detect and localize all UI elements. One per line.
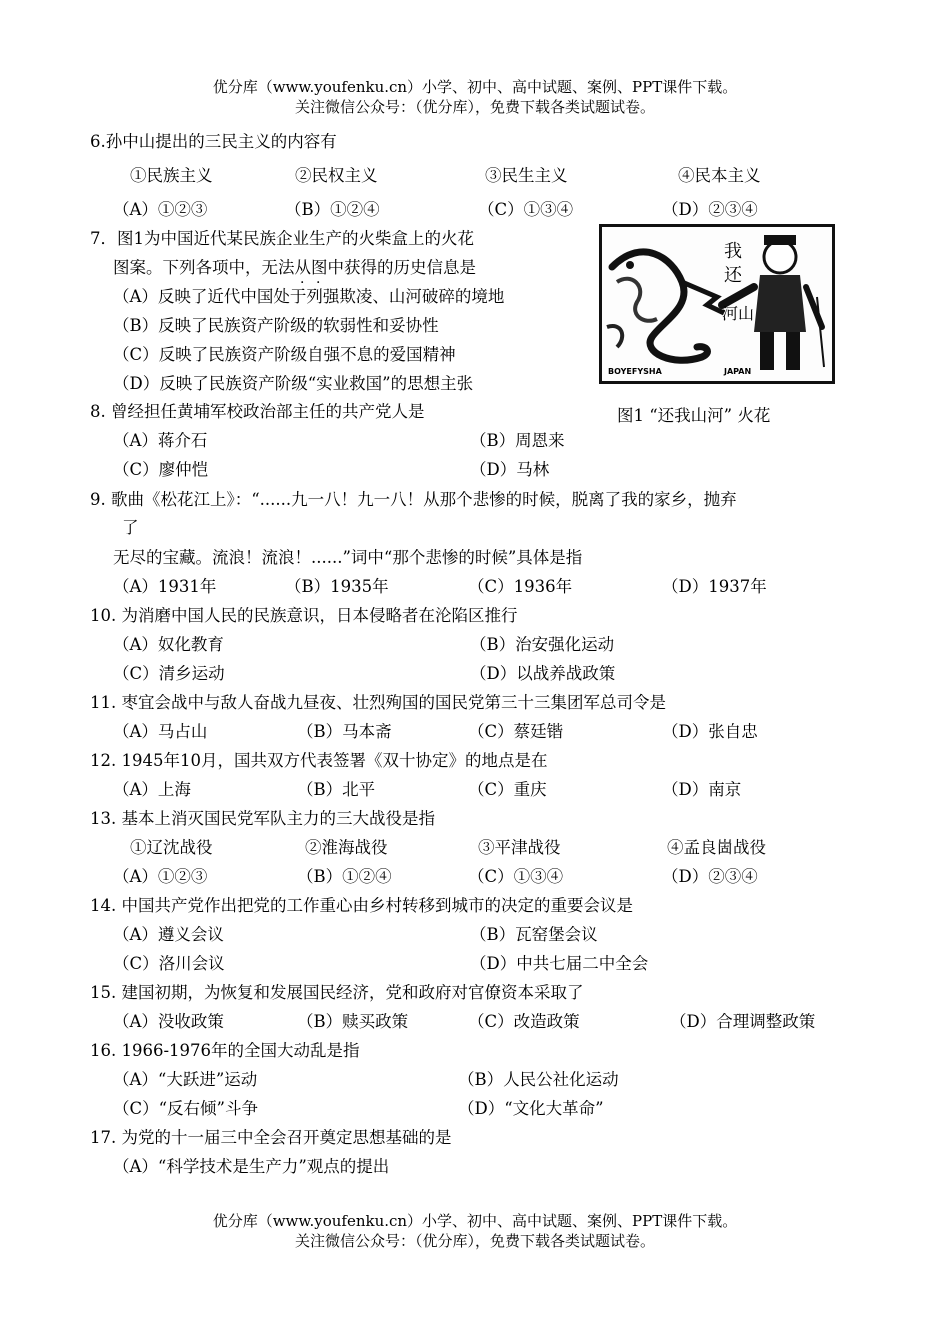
q9-stem-1b: 了 bbox=[122, 518, 139, 537]
q11-option-b: （B）马本斋 bbox=[297, 722, 392, 741]
q9-option-a: （A）1931年 bbox=[113, 577, 217, 596]
q6-item-3: ③民生主义 bbox=[485, 166, 568, 185]
q9-option-d: （D）1937年 bbox=[662, 577, 767, 596]
q16-stem: 16. 1966-1976年的全国大动乱是指 bbox=[90, 1041, 360, 1060]
q15-option-c: （C）改造政策 bbox=[468, 1012, 580, 1031]
q6-item-4: ④民本主义 bbox=[678, 166, 761, 185]
q16-option-d: （D）“文化大革命” bbox=[458, 1099, 604, 1118]
q7-option-a: （A）反映了近代中国处于列强欺凌、山河破碎的境地 bbox=[113, 287, 505, 306]
emphasis-dot: · bbox=[300, 275, 305, 291]
q16-option-b: （B）人民公社化运动 bbox=[458, 1070, 619, 1089]
q6-option-b: （B）①②④ bbox=[285, 200, 380, 219]
q17-option-a: （A）“科学技术是生产力”观点的提出 bbox=[113, 1157, 390, 1176]
q12-option-d: （D）南京 bbox=[662, 780, 742, 799]
q15-option-a: （A）没收政策 bbox=[113, 1012, 224, 1031]
q15-option-b: （B）赎买政策 bbox=[297, 1012, 409, 1031]
q6-item-1: ①民族主义 bbox=[130, 166, 213, 185]
q13-option-a: （A）①②③ bbox=[113, 867, 208, 886]
q10-option-b: （B）治安强化运动 bbox=[470, 635, 615, 654]
q8-option-b: （B）周恩来 bbox=[470, 431, 565, 450]
footer-line-2: 关注微信公众号：（优分库），免费下载各类试题试卷。 bbox=[294, 1232, 655, 1250]
q6-option-c: （C）①③④ bbox=[478, 200, 574, 219]
q15-option-d: （D）合理调整政策 bbox=[670, 1012, 816, 1031]
q7-stem-2: 图案。下列各项中，无法从图中获得的历史信息是 bbox=[113, 258, 476, 277]
q8-stem: 8. 曾经担任黄埔军校政治部主任的共产党人是 bbox=[90, 402, 425, 421]
q10-option-d: （D）以战养战政策 bbox=[470, 664, 616, 683]
q16-option-a: （A）“大跃进”运动 bbox=[113, 1070, 258, 1089]
q17-stem: 17. 为党的十一届三中全会召开奠定思想基础的是 bbox=[90, 1128, 452, 1147]
q9-option-c: （C）1936年 bbox=[468, 577, 573, 596]
q13-item-4: ④孟良崮战役 bbox=[667, 838, 766, 857]
q9-stem-2: 无尽的宝藏。流浪！流浪！......”词中“那个悲惨的时候”具体是指 bbox=[113, 548, 583, 567]
matchbox-label-image bbox=[602, 227, 832, 381]
q14-option-a: （A）遵义会议 bbox=[113, 925, 224, 944]
figure-text-mid: 河山 bbox=[722, 304, 755, 323]
q10-option-c: （C）清乡运动 bbox=[113, 664, 225, 683]
q13-option-c: （C）①③④ bbox=[468, 867, 564, 886]
q11-option-c: （C）蔡廷锴 bbox=[468, 722, 564, 741]
q8-option-d: （D）马林 bbox=[470, 460, 550, 479]
q10-stem: 10. 为消磨中国人民的民族意识，日本侵略者在沦陷区推行 bbox=[90, 606, 518, 625]
q14-stem: 14. 中国共产党作出把党的工作重心由乡村转移到城市的决定的重要会议是 bbox=[90, 896, 633, 915]
q12-option-c: （C）重庆 bbox=[468, 780, 547, 799]
q6-stem: 6.孙中山提出的三民主义的内容有 bbox=[90, 132, 337, 151]
q12-option-a: （A）上海 bbox=[113, 780, 191, 799]
q7-option-c: （C）反映了民族资产阶级自强不息的爱国精神 bbox=[113, 345, 456, 364]
q14-option-d: （D）中共七届二中全会 bbox=[470, 954, 649, 973]
q16-option-c: （C）“反右倾”斗争 bbox=[113, 1099, 258, 1118]
q9-stem-1: 9. 歌曲《松花江上》：“......九一八！九一八！从那个悲惨的时候，脱离了我的家乡，抛弃 bbox=[90, 490, 737, 509]
q11-option-d: （D）张自忠 bbox=[662, 722, 758, 741]
q6-option-a: （A）①②③ bbox=[113, 200, 208, 219]
q11-option-a: （A）马占山 bbox=[113, 722, 208, 741]
q14-option-c: （C）洛川会议 bbox=[113, 954, 225, 973]
q13-option-d: （D）②③④ bbox=[662, 867, 758, 886]
q13-item-2: ②淮海战役 bbox=[305, 838, 388, 857]
figure-text-top: 我还 bbox=[721, 241, 742, 289]
q12-option-b: （B）北平 bbox=[297, 780, 376, 799]
q8-option-c: （C）廖仲恺 bbox=[113, 460, 209, 479]
footer-line-1: 优分库（www.youfenku.cn）小学、初中、高中试题、案例、PPT课件下载。 bbox=[212, 1212, 738, 1230]
q6-option-d: （D）②③④ bbox=[662, 200, 758, 219]
q13-item-1: ①辽沈战役 bbox=[130, 838, 213, 857]
q13-option-b: （B）①②④ bbox=[297, 867, 392, 886]
q6-item-2: ②民权主义 bbox=[295, 166, 378, 185]
q9-option-b: （B）1935年 bbox=[285, 577, 389, 596]
q14-option-b: （B）瓦窑堡会议 bbox=[470, 925, 598, 944]
figure-text-left: BOYEFYSHA bbox=[608, 367, 662, 376]
header-line-2: 关注微信公众号：（优分库），免费下载各类试题试卷。 bbox=[294, 98, 655, 116]
q15-stem: 15. 建国初期，为恢复和发展国民经济，党和政府对官僚资本采取了 bbox=[90, 983, 584, 1002]
q7-stem-1: 7．图1为中国近代某民族企业生产的火柴盒上的火花 bbox=[90, 229, 474, 248]
q13-stem: 13. 基本上消灭国民党军队主力的三大战役是指 bbox=[90, 809, 435, 828]
emphasis-dot: · bbox=[316, 275, 321, 291]
q7-option-b: （B）反映了民族资产阶级的软弱性和妥协性 bbox=[113, 316, 439, 335]
q7-option-d: （D）反映了民族资产阶级“实业救国”的思想主张 bbox=[113, 374, 474, 393]
q8-option-a: （A）蒋介石 bbox=[113, 431, 208, 450]
q10-option-a: （A）奴化教育 bbox=[113, 635, 224, 654]
q11-stem: 11. 枣宜会战中与敌人奋战九昼夜、壮烈殉国的国民党第三十三集团军总司令是 bbox=[90, 693, 666, 712]
q13-item-3: ③平津战役 bbox=[478, 838, 561, 857]
header-line-1: 优分库（www.youfenku.cn）小学、初中、高中试题、案例、PPT课件下载。 bbox=[212, 78, 738, 96]
matchbox-label-figure bbox=[599, 224, 835, 384]
figure-text-right: JAPAN bbox=[724, 367, 752, 376]
figure-caption: 图1 “还我山河” 火花 bbox=[617, 406, 771, 425]
q12-stem: 12. 1945年10月，国共双方代表签署《双十协定》的地点是在 bbox=[90, 751, 548, 770]
